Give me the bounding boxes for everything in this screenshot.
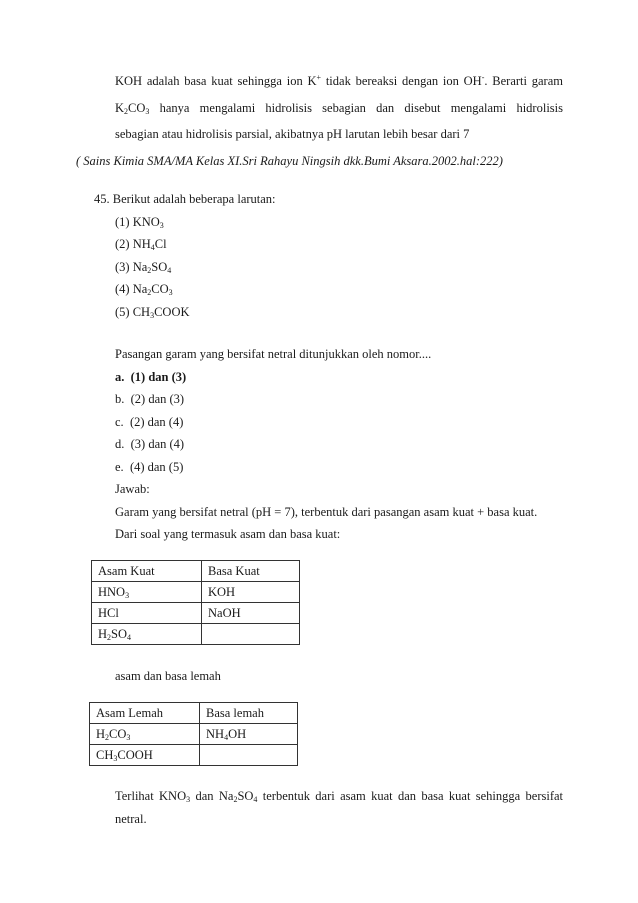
table-row [90,724,298,745]
table-row [92,624,300,645]
question-heading: 45. Berikut adalah beberapa larutan: [94,192,276,206]
intro-line-3: sebagian atau hidrolisis parsial, akibatnya pH larutan lebih besar dari 7 [115,127,470,141]
table-cell: KOH [202,582,300,603]
table-header: Basa Kuat [202,561,300,582]
table-cell: HCl [92,603,202,624]
weak-acid-base-table [89,702,298,766]
table-cell: $H_2SO_4$ [92,624,202,645]
solution-item-2: (2) $NH_4Cl$ [115,237,167,252]
table-cell: NaOH [202,603,300,624]
intro-line-1: KOH adalah basa kuat sehingga ion K+ tidak bereaksi dengan ion OH-. Berarti garam [115,73,563,88]
solution-item-1: (1) $KNO_3$ [115,215,164,230]
table-row [92,603,300,624]
answer-line-1: Garam yang bersifat netral (pH = 7), terbentuk dari pasangan asam kuat + basa kuat. [115,505,538,519]
table-cell [200,745,298,766]
table-header: Basa lemah [200,703,298,724]
solution-item-4: (4) $Na_2CO_3$ [115,282,173,297]
intro-line-2: $K_2CO_3$ hanya mengalami hidrolisis sebagian dan disebut mengalami hidrolisis [115,101,563,116]
table-header-row [90,703,298,724]
table-header-row [92,561,300,582]
table-cell: $H_2CO_3$ [90,724,200,745]
table-cell: $CH_3COOH$ [90,745,200,766]
solution-item-3: (3) $Na_2SO_4$ [115,260,172,275]
table-header: Asam Kuat [92,561,202,582]
table-cell: $NH_4OH$ [200,724,298,745]
table-row [90,745,298,766]
weak-intro: asam dan basa lemah [115,669,221,683]
table-cell [202,624,300,645]
question-prompt: Pasangan garam yang bersifat netral ditunjukkan oleh nomor.... [115,347,432,361]
conclusion-line-2: netral. [115,812,147,826]
conclusion-line-1: Terlihat $KNO_3$ dan $Na_2SO_4$ terbentuk dari asam kuat dan basa kuat sehingga bersifat [115,789,564,804]
option-c: c. (2) dan (4) [115,415,184,429]
table-row [92,582,300,603]
option-e: e. (4) dan (5) [115,460,184,474]
table-header: Asam Lemah [90,703,200,724]
solution-item-5: (5) $CH_3COOK$ [115,305,190,320]
citation: ( Sains Kimia SMA/MA Kelas XI.Sri Rahayu Ningsih dkk.Bumi Aksara.2002.hal:222) [76,154,503,168]
table-cell: $HNO_3$ [92,582,202,603]
option-d: d. (3) dan (4) [115,437,185,451]
option-b: b. (2) dan (3) [115,392,185,406]
answer-line-2: Dari soal yang termasuk asam dan basa kuat: [115,527,341,541]
option-a: a. (1) dan (3) [115,370,187,384]
answer-label: Jawab: [115,482,150,496]
strong-acid-base-table [91,560,300,645]
